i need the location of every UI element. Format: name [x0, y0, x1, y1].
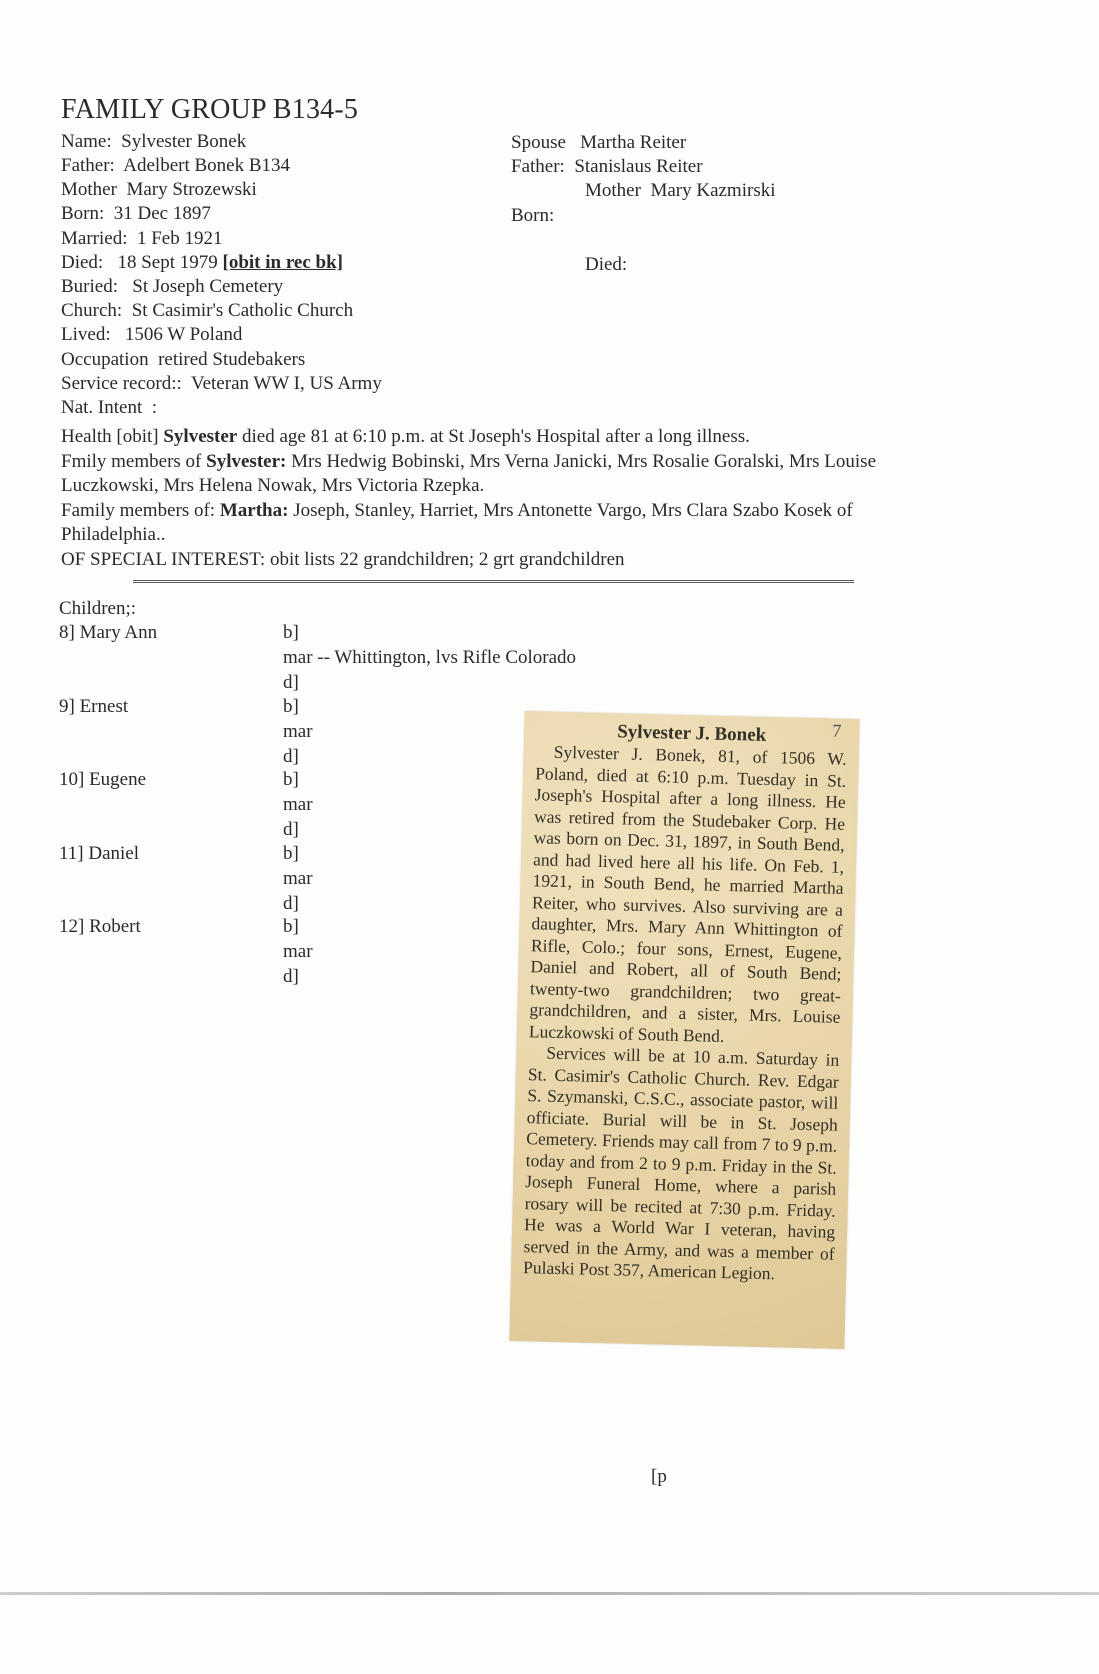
born-value: 31 Dec 1897: [113, 203, 211, 224]
family-martha-note: [61, 499, 921, 547]
page-mark: [p: [651, 1466, 667, 1487]
spouse-label: Spouse: [511, 132, 566, 153]
child-name: 10] Eugene: [59, 769, 147, 790]
mother-value: Mary Strozewski: [126, 179, 257, 200]
spouse-father-label: Father:: [511, 156, 565, 177]
father-label: Father:: [61, 155, 115, 176]
spouse-born-label: Born:: [511, 205, 555, 226]
buried-value: St Joseph Cemetery: [132, 276, 284, 297]
service-row: [61, 372, 382, 396]
family-martha-text: Joseph, Stanley, Harriet, Mrs Antonette Vargo, Mrs Clara Szabo Kosek of Philadelphia..: [61, 500, 853, 545]
occupation-value: retired Studebakers: [158, 349, 306, 370]
health-name: Sylvester: [163, 426, 238, 447]
church-row: [61, 299, 353, 323]
died-row: [61, 251, 343, 275]
service-value: Veteran WW I, US Army: [190, 373, 382, 394]
clipping-paragraph-1: Sylvester J. Bonek, 81, of 1506 W. Poland, died at 6:10 p.m. Tuesday in St. Joseph's Hospital after a long illness. He was retired from the Studebaker Corp. He was born on Dec. 31, 1897, in South Bend, and had lived here all his life. On Feb. 1, 1921, in South Bend, he married Martha Reiter, who survives. Also surviving are a daughter, Mrs. Mary Ann Whittington of Rifle, Colo.; four sons, Ernest, Eugene, Daniel and Robert, all of South Bend; twenty-two grandchildren; two great-grandchildren, and a sister, Mrs. Louise Luczkowski of South Bend.: [528, 741, 847, 1046]
father-value: Adelbert Bonek B134: [123, 155, 291, 176]
family-martha-prefix: Family members of:: [61, 500, 216, 521]
spouse-mother-value: Mary Kazmirski: [650, 180, 776, 201]
child-born: b]: [283, 769, 299, 790]
child-name: 9] Ernest: [59, 696, 129, 717]
father-row: [61, 154, 290, 178]
lived-label: Lived:: [61, 324, 111, 345]
died-value: 18 Sept 1979: [117, 252, 218, 273]
married-label: Married:: [61, 228, 128, 249]
family-sylvester-name: Sylvester:: [206, 451, 287, 472]
church-label: Church:: [61, 300, 123, 321]
spouse-mother-label: Mother: [585, 180, 641, 201]
spouse-row: [511, 131, 686, 155]
special-interest: OF SPECIAL INTEREST: obit lists 22 grandchildren; 2 grt grandchildren: [61, 549, 625, 570]
child-name: 11] Daniel: [59, 843, 140, 864]
buried-label: Buried:: [61, 276, 118, 297]
child-name: 8] Mary Ann: [59, 622, 158, 643]
health-note: [61, 425, 750, 449]
child-married: mar: [283, 721, 313, 742]
child-married: mar: [283, 941, 313, 962]
buried-row: [61, 275, 283, 299]
church-value: St Casimir's Catholic Church: [131, 300, 354, 321]
child-married: mar: [283, 794, 313, 815]
obit-reference-link[interactable]: [obit in rec bk]: [222, 252, 344, 273]
died-label: Died:: [61, 252, 104, 273]
family-sylvester-text: Mrs Hedwig Bobinski, Mrs Verna Janicki, Mrs Rosalie Goralski, Mrs Louise Luczkowski, Mrs Helena Nowak, Mrs Victoria Rzepka.: [61, 451, 877, 496]
nat-intent-value: :: [151, 397, 158, 418]
child-born: b]: [283, 696, 299, 717]
child-married: mar: [283, 868, 313, 889]
child-married: mar -- Whittington, lvs Rifle Colorado: [283, 647, 577, 668]
name-row: [61, 130, 246, 154]
nat-intent-row: [61, 396, 157, 420]
clipping-paragraph-2: Services will be at 10 a.m. Saturday in St. Casimir's Catholic Church. Rev. Edgar S. Szymanski, C.S.C., associate pastor, will officiate. Burial will be in St. Joseph Cemetery. Friends may call from 7 to 9 p.m. today and from 2 to 9 p.m. Friday in the St. Joseph Funeral Home, where a parish rosary will be recited at 7:30 p.m. Friday. He was a World War I veteran, having served in the Army, and was a member of Pulaski Post 357, American Legion.: [522, 1042, 840, 1284]
family-sylvester-note: [61, 450, 921, 498]
occupation-row: [61, 348, 305, 372]
obituary-clipping: [509, 711, 859, 1349]
child-died: d]: [283, 966, 299, 987]
spouse-mother-row: [585, 179, 776, 203]
spouse-father-value: Stanislaus Reiter: [574, 156, 703, 177]
child-born: b]: [283, 916, 299, 937]
name-value: Sylvester Bonek: [121, 131, 247, 152]
spouse-father-row: [511, 155, 703, 179]
child-died: d]: [283, 893, 299, 914]
scan-edge-line: [0, 1592, 1099, 1595]
married-row: [61, 227, 222, 251]
mother-row: [61, 178, 257, 202]
service-label: Service record::: [61, 373, 182, 394]
children-heading: Children;:: [59, 598, 137, 619]
name-label: Name:: [61, 131, 112, 152]
clipping-title: Sylvester J. Bonek: [616, 721, 767, 746]
lived-row: [61, 323, 242, 347]
health-text: died age 81 at 6:10 p.m. at St Joseph's Hospital after a long illness.: [241, 426, 750, 447]
child-born: b]: [283, 843, 299, 864]
mother-label: Mother: [61, 179, 117, 200]
spouse-died-label: Died:: [585, 254, 628, 275]
lived-value: 1506 W Poland: [124, 324, 243, 345]
child-name: 12] Robert: [59, 916, 141, 937]
section-divider: [133, 580, 854, 583]
born-row: [61, 202, 211, 226]
child-died: d]: [283, 672, 299, 693]
born-label: Born:: [61, 203, 105, 224]
married-value: 1 Feb 1921: [136, 228, 223, 249]
clipping-mark: 7: [832, 720, 842, 741]
family-martha-name: Martha:: [219, 500, 289, 521]
child-died: d]: [283, 819, 299, 840]
child-died: d]: [283, 746, 299, 767]
page-title: FAMILY GROUP B134-5: [61, 94, 359, 125]
health-prefix: Health [obit]: [61, 426, 159, 447]
nat-intent-label: Nat. Intent: [61, 397, 143, 418]
child-born: b]: [283, 622, 299, 643]
occupation-label: Occupation: [61, 349, 149, 370]
spouse-value: Martha Reiter: [580, 132, 687, 153]
family-sylvester-prefix: Fmily members of: [61, 451, 202, 472]
